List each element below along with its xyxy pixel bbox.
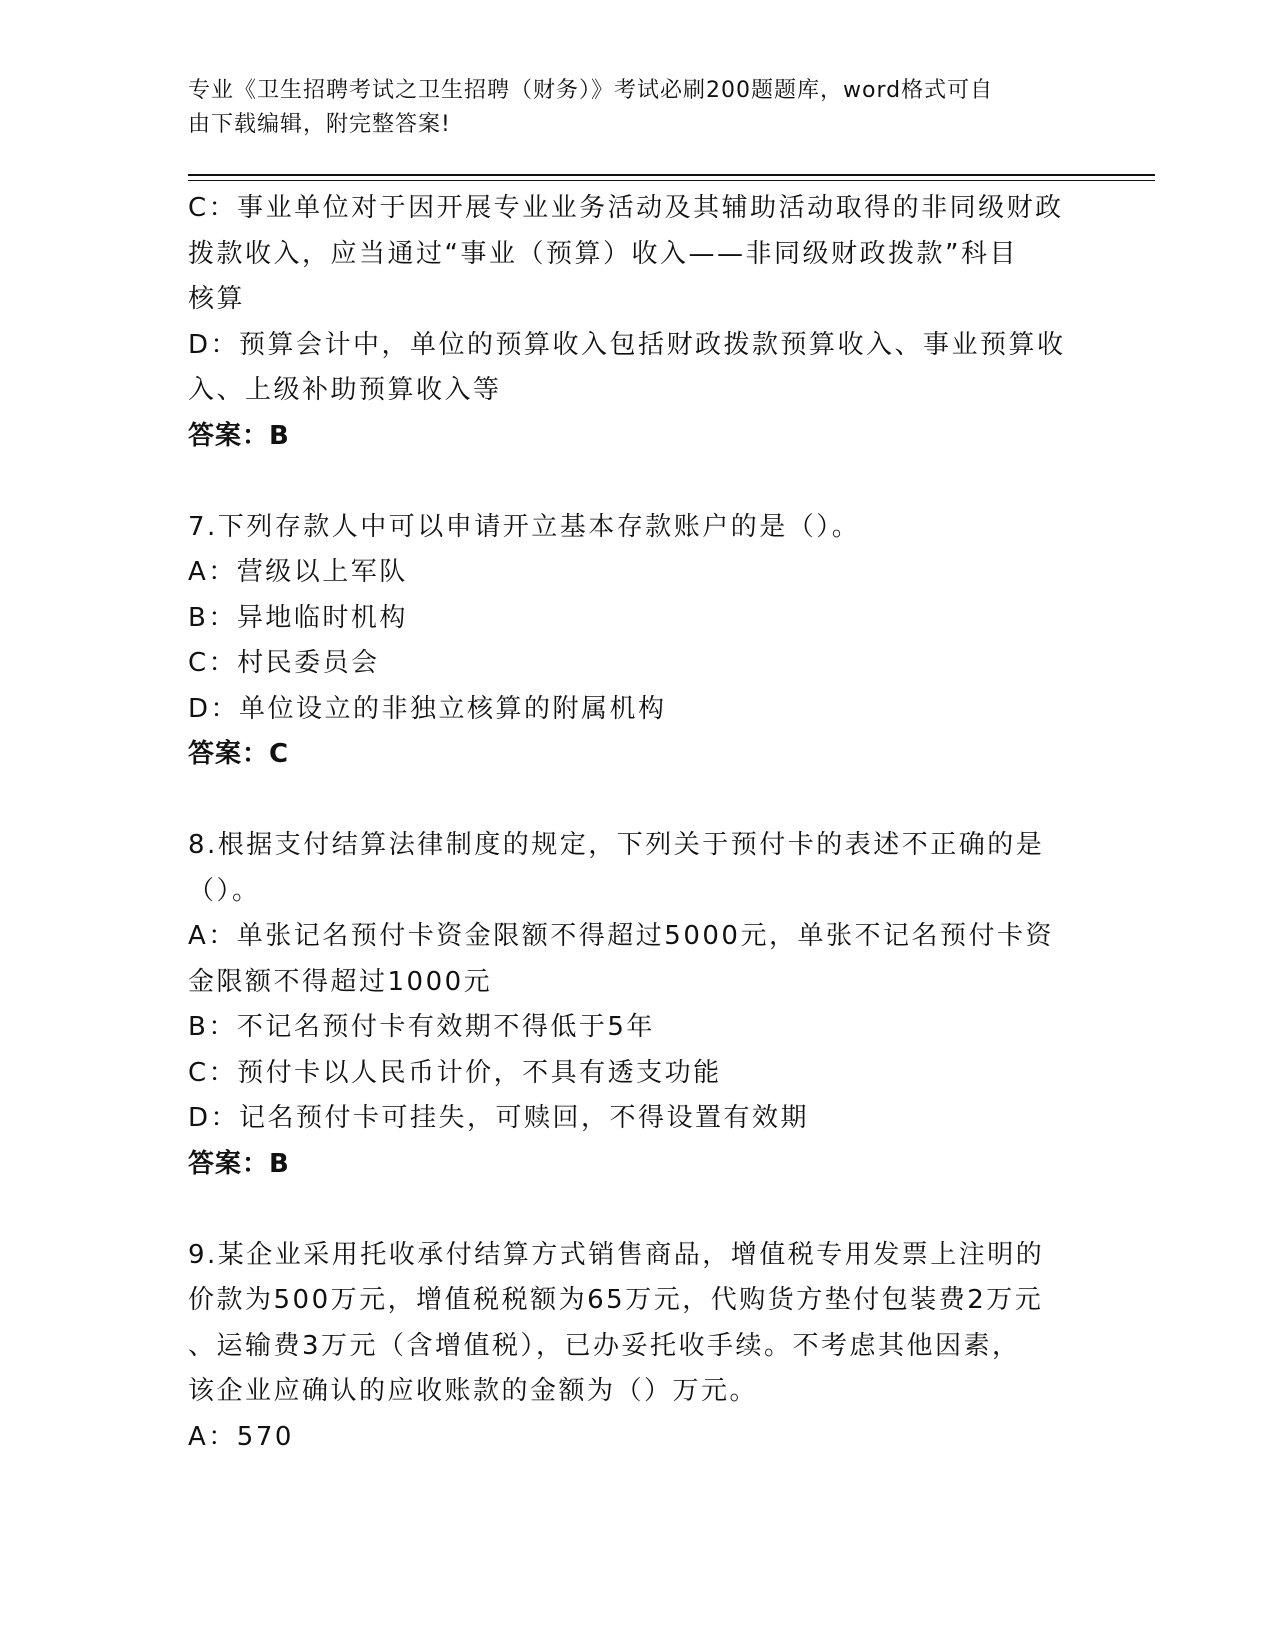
q9-option-a: A：570: [188, 1421, 294, 1452]
q8-option-a-line-1: A：单张记名预付卡资金限额不得超过5000元，单张不记名预付卡资: [188, 921, 1054, 951]
q6-option-c-line-3: 核算: [188, 284, 246, 314]
q8-option-b: B：不记名预付卡有效期不得低于5年: [188, 1012, 655, 1042]
header-line-2: 由下载编辑，附完整答案!: [188, 112, 451, 137]
q8-answer: 答案：B: [188, 1148, 290, 1179]
q6-option-d-line-1: D：预算会计中，单位的预算收入包括财政拨款预算收入、事业预算收: [188, 329, 1066, 360]
q7-option-b: B：异地临时机构: [188, 602, 408, 633]
document-header: [188, 74, 1068, 142]
q8-question: [188, 823, 1078, 914]
q6-option-d: [188, 323, 1078, 414]
q6-option-c: [188, 186, 1078, 323]
q9-question: [188, 1233, 1078, 1415]
q6-answer: 答案：B: [188, 420, 290, 451]
q8-option-d: D：记名预付卡可挂失，可赎回，不得设置有效期: [188, 1103, 810, 1133]
header-line-1: 专业《卫生招聘考试之卫生招聘（财务）》考试必刷200题题库，word格式可自: [188, 78, 994, 103]
q8-question-line-1: 8.根据支付结算法律制度的规定，下列关于预付卡的表述不正确的是: [188, 830, 1045, 860]
q6-option-c-line-2: 拨款收入，应当通过“事业（预算）收入——非同级财政拨款”科目: [188, 238, 1018, 269]
spacer: [188, 459, 1078, 505]
q8-option-a-line-2: 金限额不得超过1000元: [188, 966, 493, 997]
q9-question-line-3: 、运输费3万元（含增值税），已办妥托收手续。不考虑其他因素，: [188, 1330, 1021, 1361]
q6-option-c-line-1: C：事业单位对于因开展专业业务活动及其辅助活动取得的非同级财政: [188, 193, 1064, 223]
q9-question-line-1: 9.某企业采用托收承付结算方式销售商品，增值税专用发票上注明的: [188, 1239, 1045, 1270]
header-rule-thick: [188, 174, 1155, 176]
document-body: [188, 186, 1078, 1460]
q9-question-line-4: 该企业应确认的应收账款的金额为（）万元。: [188, 1376, 759, 1406]
q8-option-c: C：预付卡以人民币计价，不具有透支功能: [188, 1057, 722, 1088]
spacer: [188, 778, 1078, 824]
spacer: [188, 1187, 1078, 1233]
header-rule-thin: [188, 180, 1155, 181]
q6-option-d-line-2: 入、上级补助预算收入等: [188, 375, 502, 405]
q8-option-a: [188, 914, 1078, 1005]
q7-question: 7.下列存款人中可以申请开立基本存款账户的是（）。: [188, 511, 861, 542]
q7-option-c: C：村民委员会: [188, 648, 380, 678]
q7-option-a: A：营级以上军队: [188, 557, 408, 587]
q7-option-d: D：单位设立的非独立核算的附属机构: [188, 693, 667, 724]
q7-answer: 答案：C: [188, 739, 290, 769]
q8-question-line-2: （）。: [188, 875, 261, 906]
q9-question-line-2: 价款为500万元，增值税税额为65万元，代购货方垫付包装费2万元: [188, 1285, 1044, 1315]
